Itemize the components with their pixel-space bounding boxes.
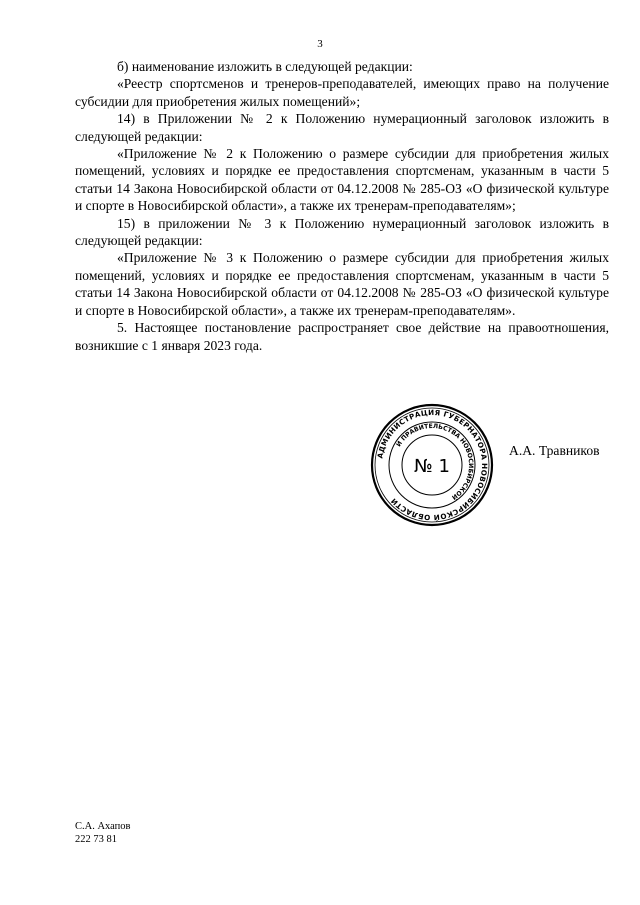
seal-inner-text: И ПРАВИТЕЛЬСТВА НОВОСИБИРСКОЙ [395,422,475,501]
executor-name: С.А. Ахапов [75,821,131,832]
paragraph-appendix-3-heading: «Приложение № 3 к Положению о размере субсидии для приобретения жилых помещений, условиях и порядке ее предоставления спортсменам, указанным в части 5 статьи 14 Закона Новосибирской области от 04.12.2008 № 285-ОЗ «О физической культуре и спорте в Новосибирской области», а также их тренерам-преподавателям». [75,250,609,318]
executor-phone: 222 73 81 [75,834,117,845]
paragraph-5-effective-date: 5. Настоящее постановление распространяет свое действие на правоотношения, возникшие с 1 января 2023 года. [75,320,609,353]
signatory-name: А.А. Травников [509,443,600,458]
paragraph-appendix-2-heading: «Приложение № 2 к Положению о размере субсидии для приобретения жилых помещений, условиях и порядке ее предоставления спортсменам, указанным в части 5 статьи 14 Закона Новосибирской области от 04.12.2008 № 285-ОЗ «О физической культуре и спорте в Новосибирской области», а также их тренерам-преподавателям»; [75,146,609,214]
paragraph-15: 15) в приложении № 3 к Положению нумерационный заголовок изложить в следующей редакции: [75,215,609,249]
seal-ring-text: АДМИНИСТРАЦИЯ ГУБЕРНАТОРА НОВОСИБИРСКОЙ ОБЛАСТИ [375,407,490,523]
document-body [75,58,609,354]
paragraph-b: б) наименование изложить в следующей редакции: [117,59,413,74]
seal-number: № 1 [414,456,450,477]
paragraph-14: 14) в Приложении № 2 к Положению нумерационный заголовок изложить в следующей редакции: [75,111,609,144]
executor-block [75,820,131,846]
official-seal [370,403,494,527]
paragraph-registry-title: «Реестр спортсменов и тренеров-преподавателей, имеющих право на получение субсидии для приобретения жилых помещений»; [75,76,609,109]
page-number: 3 [317,38,323,50]
